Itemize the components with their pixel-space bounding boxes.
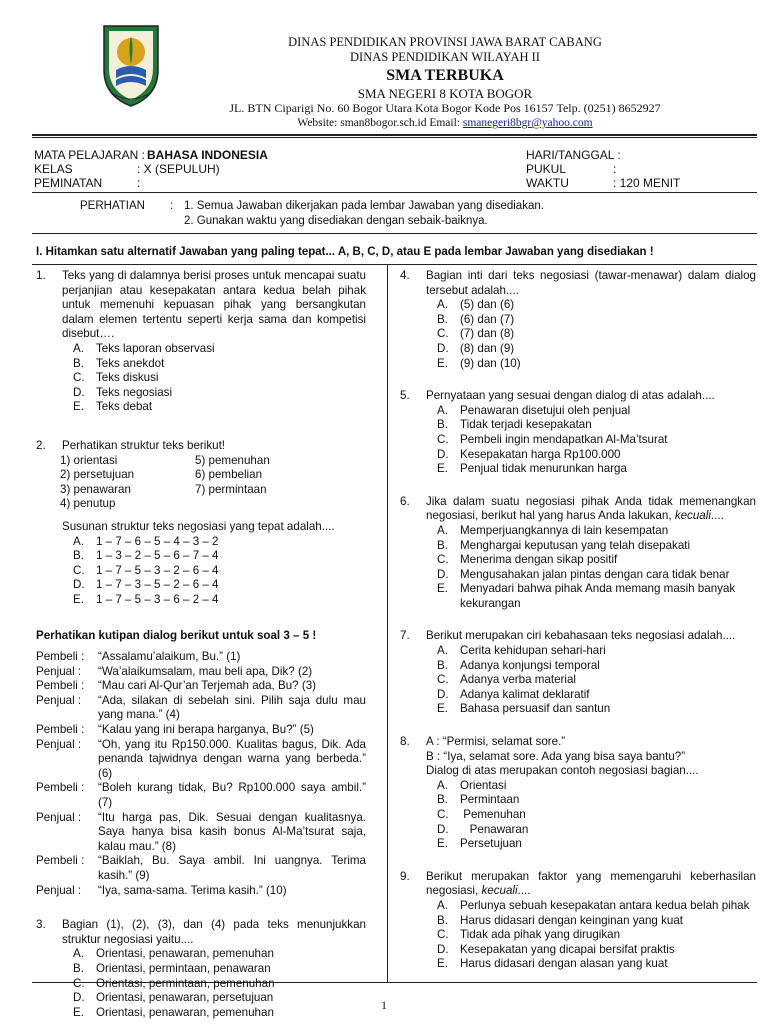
question-9 <box>400 870 756 899</box>
dialog-line: Pembeli : “Assalamu’alaikum, Bu.” (1) <box>36 650 241 664</box>
notice-label: PERHATIAN <box>80 200 145 212</box>
option-c[interactable]: C. Teks diskusi <box>73 371 159 385</box>
question-text: Pernyataan yang sesuai dengan dialog di atas adalah.... <box>426 389 715 403</box>
option-a[interactable]: A. Memperjuangkannya di lain kesempatan <box>437 523 669 537</box>
header-divider-thin <box>32 137 757 138</box>
instruction-divider <box>32 264 757 265</box>
dialog-line: Penjual : “Iya, sama-sama. Terima kasih.” (10) <box>36 883 287 897</box>
time-label: PUKUL <box>526 162 567 176</box>
structure-list: 1) orientasi 5) pemenuhan 2) persetujuan 6) pembelian 3) penawaran 7) permintaan 4) penutup <box>60 453 270 511</box>
question-2-prompt: Susunan struktur teks negosiasi yang tepat adalah.... <box>62 519 335 533</box>
option-e[interactable]: E. Teks debat <box>73 400 153 414</box>
question-text: Teks yang di dalamnya berisi proses untuk mencapai suatu perjanjian atau kesepakatan antara kedua belah pihak untuk memenuhi kepuasan pihak yang bersangkutan dalam elemen tertentu seperti kerja sama dan kompetisi disebut…. <box>62 269 366 341</box>
website-text: Website: sman8bogor.sch.id Email: <box>297 117 463 129</box>
question-text: Jika dalam suatu negosiasi pihak Anda tidak memenangkan negosiasi, berikut hal yang harus Anda lakukan, kecuali.... <box>426 494 756 523</box>
option-b[interactable]: B. Menghargai keputusan yang telah disepakati <box>437 538 691 552</box>
option-e[interactable]: E. (9) dan (10) <box>437 356 521 370</box>
option-a[interactable]: A. Teks laporan observasi <box>73 341 215 355</box>
question-5 <box>400 389 756 404</box>
email-link[interactable]: smanegeri8bgr@yahoo.com <box>462 117 593 129</box>
notice-divider <box>32 233 757 234</box>
option-d[interactable]: D. Orientasi, penawaran, persetujuan <box>73 991 274 1005</box>
school-contact <box>150 117 740 130</box>
option-d[interactable]: D. 1 – 7 – 3 – 5 – 2 – 6 – 4 <box>73 578 219 592</box>
option-b[interactable]: B. Permintaan <box>437 793 520 807</box>
page-number: 1 <box>381 998 387 1012</box>
duration-value: : 120 MENIT <box>613 176 681 190</box>
question-number: 3. <box>36 918 46 932</box>
section-instruction: I. Hitamkan satu alternatif Jawaban yang paling tepat... A, B, C, D, atau E pada lembar Jawaban yang disediakan ! <box>36 246 654 258</box>
option-d[interactable]: D. Teks negosiasi <box>73 385 173 399</box>
header-line-1: DINAS PENDIDIKAN PROVINSI JAWA BARAT CABANG <box>288 35 602 49</box>
time-value: : <box>613 162 617 176</box>
option-d[interactable]: D. Kesepakatan harga Rp100.000 <box>437 447 621 461</box>
question-number: 8. <box>400 735 410 749</box>
dialog-line: Pembeli : “Baiklah, Bu. Saya ambil. Ini uangnya. Terima kasih.” (9) <box>36 854 366 882</box>
option-d[interactable]: D. (8) dan (9) <box>437 341 515 355</box>
notice-colon: : <box>170 200 174 212</box>
dialog-line: Pembeli : “Kalau yang ini berapa harganya, Bu?” (5) <box>36 723 314 737</box>
subject-label: MATA PELAJARAN : <box>34 148 145 162</box>
dialog-line: Pembeli : “Mau cari Al-Qur’an Terjemah ada, Bu? (3) <box>36 679 317 693</box>
left-column <box>36 269 366 1020</box>
option-e[interactable]: E. Orientasi, penawaran, pemenuhan <box>73 1005 274 1019</box>
question-3 <box>36 918 366 947</box>
option-a[interactable]: A. Perlunya sebuah kesepakatan antara kedua belah pihak <box>437 898 750 912</box>
option-d[interactable]: D. Mengusahakan jalan pintas dengan cara tidak benar <box>437 567 730 581</box>
option-c[interactable]: C. Menerima dengan sikap positif <box>437 553 618 567</box>
option-e[interactable]: E. Harus didasari dengan alasan yang kuat <box>437 957 668 971</box>
question-1 <box>36 269 366 342</box>
question-number: 6. <box>400 494 410 508</box>
major-value: : <box>137 176 141 190</box>
option-d[interactable]: D. Adanya kalimat deklaratif <box>437 687 590 701</box>
option-b[interactable]: B. Harus didasari dengan keinginan yang kuat <box>437 913 684 927</box>
column-divider <box>387 264 388 982</box>
dialog-line: Penjual : “Itu harga pas, Dik. Sesuai dengan kualitasnya. Saya hanya bisa kasih bonus Al-Ma’tsurat saja, kalau mau.” (8) <box>36 810 366 853</box>
option-c[interactable]: C. Tidak ada pihak yang dirugikan <box>437 928 621 942</box>
dialog-line-a: A : “Permisi, selamat sore.” <box>426 735 566 749</box>
option-c[interactable]: C. 1 – 7 – 5 – 3 – 2 – 6 – 4 <box>73 563 219 577</box>
question-2 <box>36 439 366 454</box>
option-b[interactable]: B. Teks anekdot <box>73 356 165 370</box>
option-d[interactable]: D. Kesepakatan yang dicapai bersifat praktis <box>437 942 675 956</box>
option-b[interactable]: B. Orientasi, permintaan, penawaran <box>73 961 271 975</box>
class-value: : X (SEPULUH) <box>137 162 220 176</box>
question-text: Perhatikan struktur teks berikut! <box>62 438 226 452</box>
option-b[interactable]: B. 1 – 3 – 2 – 5 – 6 – 7 – 4 <box>73 549 219 563</box>
header-line-2: DINAS PENDIDIKAN WILAYAH II <box>350 50 540 64</box>
class-label: KELAS <box>34 162 73 176</box>
option-c[interactable]: C. Pembeli ingin mendapatkan Al-Ma’tsurat <box>437 432 668 446</box>
option-a[interactable]: A. Orientasi, penawaran, pemenuhan <box>73 947 274 961</box>
header-divider <box>32 134 757 136</box>
info-divider <box>32 192 757 193</box>
option-a[interactable]: A. (5) dan (6) <box>437 298 515 312</box>
question-number: 5. <box>400 389 410 403</box>
question-7 <box>400 629 756 644</box>
question-number: 1. <box>36 269 46 282</box>
option-c[interactable]: C. Adanya verba material <box>437 673 576 687</box>
question-text: Dialog di atas merupakan contoh negosiasi bagian.... <box>426 764 699 778</box>
question-number: 4. <box>400 269 410 282</box>
option-b[interactable]: B. (6) dan (7) <box>437 312 515 326</box>
question-text: Bagian (1), (2), (3), dan (4) pada teks menunjukkan struktur negosiasi yaitu.... <box>62 918 366 946</box>
option-e[interactable]: E. Persetujuan <box>437 837 522 851</box>
option-c[interactable]: C. (7) dan (8) <box>437 327 515 341</box>
option-a[interactable]: A. Penawaran disetujui oleh penjual <box>437 403 631 417</box>
day-label: HARI/TANGGAL : <box>526 148 621 162</box>
right-column <box>400 269 756 972</box>
dialog-line-b: B : “Iya, selamat sore. Ada yang bisa saya bantu?” <box>426 749 686 763</box>
notice-item-2: 2. Gunakan waktu yang disediakan dengan sebaik-baiknya. <box>184 215 488 227</box>
dialog-line: Pembeli : “Boleh kurang tidak, Bu? Rp100.000 saya ambil.” (7) <box>36 781 366 809</box>
dialog-line: Penjual : “Ada, silakan di sebelah sini. Pilih saja dulu mau yang mana.” (4) <box>36 693 366 722</box>
question-6 <box>400 495 756 524</box>
question-8 <box>400 735 756 779</box>
question-number: 2. <box>36 438 46 452</box>
question-text: Berikut merupakan faktor yang memengaruhi keberhasilan negosiasi, kecuali.... <box>426 869 756 898</box>
option-e[interactable]: E. 1 – 7 – 5 – 3 – 6 – 2 – 4 <box>73 592 219 606</box>
school-address: JL. BTN Ciparigi No. 60 Bogor Utara Kota Bogor Kode Pos 16157 Telp. (0251) 8652927 <box>229 101 661 115</box>
option-c[interactable]: C. Orientasi, permintaan, pemenuhan <box>73 976 275 990</box>
option-e[interactable]: E. Menyadari bahwa pihak Anda memang masih banyak kekurangan <box>437 582 736 610</box>
dialog-title: Perhatikan kutipan dialog berikut untuk soal 3 – 5 ! <box>36 629 317 643</box>
option-a[interactable]: A. Orientasi <box>437 778 507 792</box>
dialog-line: Penjual : “Oh, yang itu Rp150.000. Kualitas bagus, Dik. Ada penanda tajwidnya dengan warna yang berbeda.” (6) <box>36 737 366 780</box>
option-d[interactable]: D. Penawaran <box>437 822 529 836</box>
school-subname: SMA NEGERI 8 KOTA BOGOR <box>357 86 533 101</box>
question-text: Berikut merupakan ciri kebahasaan teks negosiasi adalah.... <box>426 629 736 643</box>
school-name: SMA TERBUKA <box>386 67 504 84</box>
option-e[interactable]: E. Bahasa persuasif dan santun <box>437 702 611 716</box>
subject-value: BAHASA INDONESIA <box>147 148 268 162</box>
notice-item-1: 1. Semua Jawaban dikerjakan pada lembar Jawaban yang disediakan. <box>184 200 544 212</box>
duration-label: WAKTU <box>526 176 569 190</box>
question-4 <box>400 269 756 298</box>
major-label: PEMINATAN <box>34 176 103 190</box>
question-number: 7. <box>400 629 410 643</box>
dialog-line: Penjual : “Wa’alaikumsalam, mau beli apa, Dik? (2) <box>36 664 313 678</box>
option-a[interactable]: A. 1 – 7 – 6 – 5 – 4 – 3 – 2 <box>73 534 219 548</box>
option-a[interactable]: A. Cerita kehidupan sehari-hari <box>437 644 606 658</box>
question-text: Bagian inti dari teks negosiasi (tawar-menawar) dalam dialog tersebut adalah.... <box>426 269 756 297</box>
question-number: 9. <box>400 869 410 883</box>
option-b[interactable]: B. Tidak terjadi kesepakatan <box>437 418 592 432</box>
option-b[interactable]: B. Adanya konjungsi temporal <box>437 658 600 672</box>
option-e[interactable]: E. Penjual tidak menurunkan harga <box>437 462 627 476</box>
option-c[interactable]: C. Pemenuhan <box>437 808 526 821</box>
